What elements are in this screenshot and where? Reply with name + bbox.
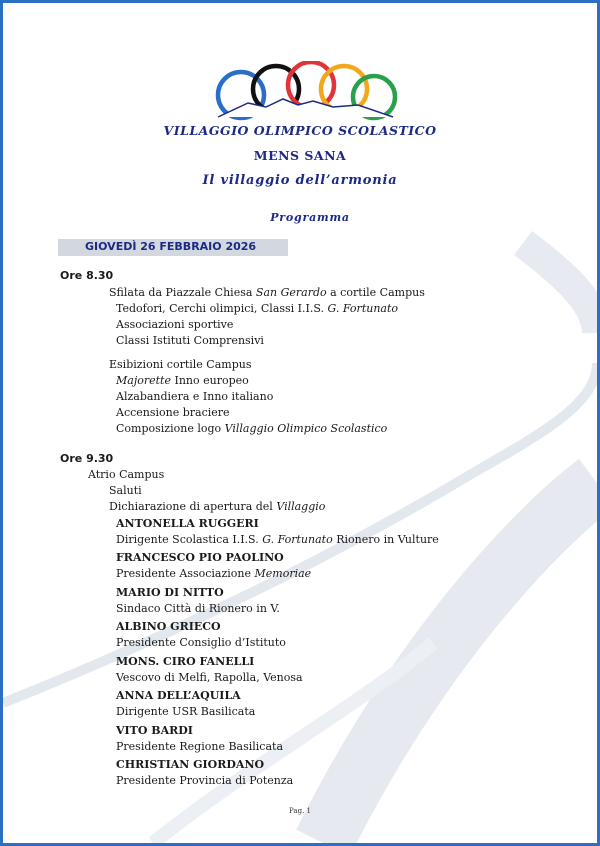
program-line: Tedofori, Cerchi olimpici, Classi I.I.S. G. Fortunato [116, 302, 399, 315]
day-label: GIOVEDÌ 26 FEBBRAIO 2026 [85, 240, 257, 253]
speaker-name: ALBINO GRIECO [116, 620, 221, 633]
olympic-rings-logo [208, 61, 398, 123]
document-subtitle: MENS SANA [253, 148, 347, 163]
speaker-name: ANTONELLA RUGGERI [116, 517, 259, 530]
speaker-role: Sindaco Città di Rionero in V. [116, 602, 280, 615]
program-line: Esibizioni cortile Campus [109, 358, 252, 371]
speaker-name: MONS. CIRO FANELLI [116, 655, 255, 668]
document-tagline: Il villaggio dell’armonia [202, 173, 398, 188]
section-heading: Programma [270, 211, 350, 224]
speaker-name: CHRISTIAN GIORDANO [116, 758, 265, 771]
page-number: Pag. 1 [289, 807, 311, 815]
time-heading-1: Ore 8.30 [60, 269, 114, 282]
program-line: Alzabandiera e Inno italiano [116, 390, 274, 403]
speaker-role: Presidente Provincia di Potenza [116, 774, 294, 787]
program-line: Sfilata da Piazzale Chiesa San Gerardo a cortile Campus [109, 286, 425, 299]
speaker-name: MARIO DI NITTO [116, 586, 224, 599]
speaker-name: ANNA DELL’AQUILA [116, 689, 241, 702]
speaker-role: Presidente Regione Basilicata [116, 740, 283, 753]
program-line: Dichiarazione di apertura del Villaggio [109, 500, 326, 513]
time-heading-2: Ore 9.30 [60, 452, 114, 465]
program-line: Accensione braciere [116, 406, 230, 419]
document-title: VILLAGGIO OLIMPICO SCOLASTICO [163, 123, 437, 138]
program-line: Associazioni sportive [116, 318, 234, 331]
program-line: Saluti [109, 484, 142, 497]
speaker-name: FRANCESCO PIO PAOLINO [116, 551, 284, 564]
speaker-name: VITO BARDI [116, 724, 193, 737]
program-line: Majorette Inno europeo [116, 374, 249, 387]
speaker-role: Vescovo di Melfi, Rapolla, Venosa [116, 671, 303, 684]
program-line: Atrio Campus [88, 468, 165, 481]
speaker-role: Dirigente Scolastica I.I.S. G. Fortunato Rionero in Vulture [116, 533, 439, 546]
speaker-role: Presidente Consiglio d’Istituto [116, 636, 286, 649]
program-line: Composizione logo Villaggio Olimpico Scolastico [116, 422, 388, 435]
program-line: Classi Istituti Comprensivi [116, 334, 264, 347]
speaker-role: Presidente Associazione Memoriae [116, 567, 312, 580]
speaker-role: Dirigente USR Basilicata [116, 705, 256, 718]
